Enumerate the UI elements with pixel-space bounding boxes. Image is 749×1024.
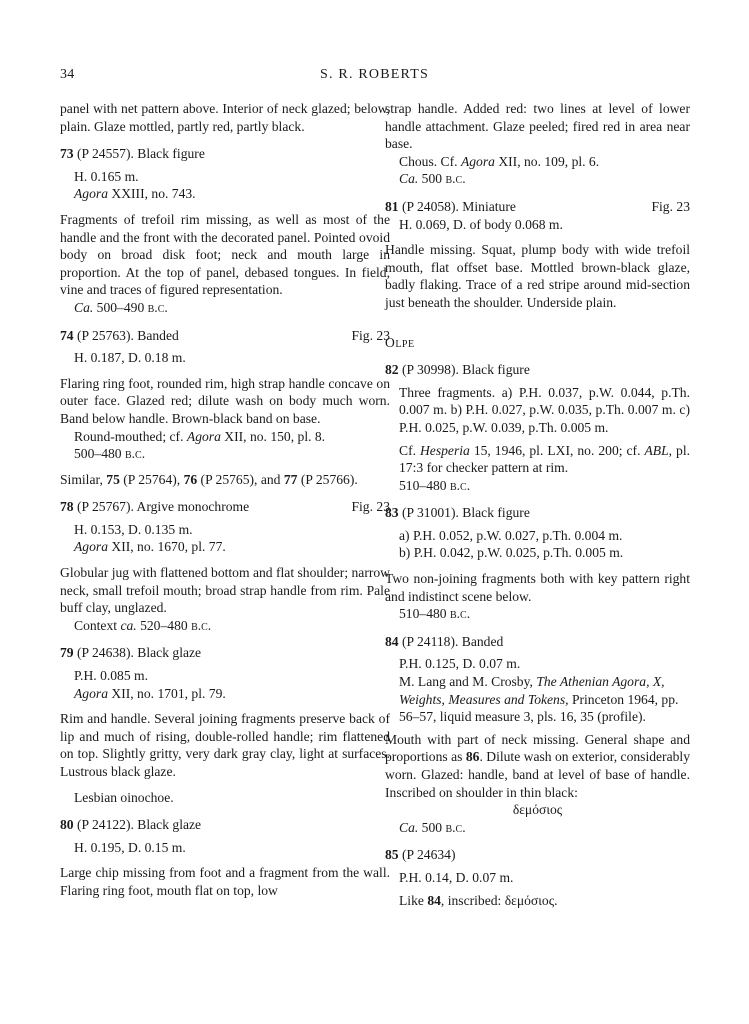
- catalog-entry-78: [60, 498, 390, 634]
- dimensions: H. 0.153, D. 0.135 m.: [74, 521, 193, 537]
- date: 500–480 b.c.: [74, 446, 146, 462]
- description: Two non-joining fragments both with key pattern right and indistinct scene below.: [385, 571, 690, 604]
- entry-heading: 74 (P 25763). Banded Fig. 23: [60, 327, 390, 343]
- entry-heading: 79 (P 24638). Black glaze: [60, 645, 202, 661]
- note: Like 84, inscribed: δεμόσιος.: [399, 892, 558, 908]
- dimensions: P.H. 0.14, D. 0.07 m.: [399, 869, 514, 885]
- catalog-entry-81: [385, 198, 690, 312]
- reference: Agora XII, no. 1701, pl. 79.: [74, 685, 226, 701]
- date: Ca. 500 b.c.: [399, 171, 466, 187]
- date: 510–480 b.c.: [399, 606, 471, 622]
- entry-heading: 82 (P 30998). Black figure: [385, 362, 530, 378]
- page-number: 34: [60, 67, 75, 82]
- catalog-entry-80: [60, 816, 390, 899]
- entry-heading: 78 (P 25767). Argive monochrome Fig. 23: [60, 499, 390, 515]
- date: Context ca. 520–480 b.c.: [74, 617, 212, 633]
- description: Globular jug with flattened bottom and flat shoulder; narrow neck, small trefoil mouth; broad strap handle from rim. Pale buff clay, unglazed.: [60, 565, 390, 616]
- description: Mouth with part of neck missing. General shape and proportions as 86. Dilute wash on exterior, considerably worn. Glazed: handle, band at level of base of handle. Inscribed on shoulder in thin black:: [385, 731, 690, 800]
- dimensions: a) P.H. 0.052, p.W. 0.027, p.Th. 0.004 m.: [399, 527, 623, 543]
- dimensions: H. 0.195, D. 0.15 m.: [74, 839, 186, 855]
- running-header-author: S. R. ROBERTS: [320, 67, 429, 82]
- catalog-entry-83: [385, 504, 690, 623]
- figure-ref: Fig. 23: [651, 198, 690, 214]
- reference: Agora XXIII, no. 743.: [74, 186, 196, 202]
- figure-ref: Fig. 23: [351, 327, 390, 343]
- section-heading: Olpe: [385, 334, 415, 350]
- inscription: δεμόσιος.: [504, 892, 558, 908]
- catalog-entry-82: [385, 361, 690, 494]
- dimensions: b) P.H. 0.042, p.W. 0.025, p.Th. 0.005 m.: [399, 545, 624, 561]
- entry-heading: 73 (P 24557). Black figure: [60, 146, 205, 162]
- dimensions: H. 0.165 m.: [74, 168, 139, 184]
- catalog-entry-73: [60, 145, 390, 316]
- catalog-entry-84: [385, 633, 690, 837]
- catalog-entry-79: [60, 644, 390, 806]
- date: Ca. 500 b.c.: [399, 819, 466, 835]
- catalog-entry-74: [60, 327, 390, 489]
- date: Ca. 500–490 b.c.: [74, 299, 168, 315]
- dimensions: P.H. 0.125, D. 0.07 m.: [399, 656, 521, 672]
- dimensions: H. 0.069, D. of body 0.068 m.: [399, 216, 563, 232]
- dimensions: Three fragments. a) P.H. 0.037, p.W. 0.044, p.Th. 0.007 m. b) P.H. 0.027, p.W. 0.035, p.Th. 0.007 m. c) P.H. 0.025, p.W. 0.039, p.Th. 0.005 m.: [399, 384, 690, 435]
- right-column: [385, 100, 690, 909]
- reference: Cf. Hesperia 15, 1946, pl. LXI, no. 200; cf. ABL, pl. 17:3 for checker pattern at rim.: [399, 442, 691, 476]
- reference: M. Lang and M. Crosby, The Athenian Agora, X, Weights, Measures and Tokens, Princeton 1964, pp. 56–57, liquid measure 3, pls. 16, 35 (profile).: [399, 674, 679, 725]
- entry-heading: 81 (P 24058). Miniature Fig. 23: [385, 198, 690, 214]
- description: Fragments of trefoil rim missing, as well as most of the handle and the front with the decorated panel. Pointed ovoid body on broad disk foot; neck and mouth large in proportion. At the top of panel, debased tongues. In field, vine and traces of figured representation.: [60, 211, 390, 298]
- description: Large chip missing from foot and a fragment from the wall. Flaring ring foot, mouth flat on top, low: [60, 865, 390, 898]
- entry-heading: 85 (P 24634): [385, 847, 456, 863]
- description: Flaring ring foot, rounded rim, high strap handle concave on outer face. Glazed red; dilute wash on body much worn. Band below handle. Brown-black band on base.: [60, 375, 390, 426]
- entry-heading: 84 (P 24118). Banded: [385, 633, 504, 649]
- similar-note: Similar, 75 (P 25764), 76 (P 25765), and 77 (P 25766).: [60, 471, 358, 487]
- dimensions: H. 0.187, D. 0.18 m.: [74, 350, 186, 366]
- dimensions: P.H. 0.085 m.: [74, 668, 149, 684]
- note: Lesbian oinochoe.: [74, 789, 174, 805]
- entry-heading: 80 (P 24122). Black glaze: [60, 817, 202, 833]
- date: 510–480 b.c.: [399, 477, 471, 493]
- note: Round-mouthed; cf. Agora XII, no. 150, pl. 8.: [74, 428, 326, 444]
- figure-ref: Fig. 23: [351, 499, 390, 515]
- description: Rim and handle. Several joining fragments preserve back of lip and much of rising, double-rolled handle; rim flattened on top. Slightly gritty, very dark gray clay, light at surfaces. Lustrous black glaze.: [60, 711, 390, 779]
- note: Chous. Cf. Agora XII, no. 109, pl. 6.: [399, 153, 600, 169]
- description: Handle missing. Squat, plump body with wide trefoil mouth, flat offset base. Mottled brown-black glaze, badly flaking. Trace of a red stripe around mid-section just beneath the shoulder. Underside plain.: [385, 242, 690, 310]
- catalog-entry-85: [385, 846, 690, 909]
- inscription: δεμόσιος: [512, 802, 563, 818]
- continuation-text: panel with net pattern above. Interior of neck glazed; below, plain. Glaze mottled, partly red, partly black.: [60, 101, 390, 134]
- reference: Agora XII, no. 1670, pl. 77.: [74, 539, 226, 555]
- continuation-text: strap handle. Added red: two lines at level of lower handle attachment. Glaze peeled; fired red in area near base.: [385, 101, 690, 152]
- entry-heading: 83 (P 31001). Black figure: [385, 505, 530, 521]
- left-column: [60, 100, 390, 900]
